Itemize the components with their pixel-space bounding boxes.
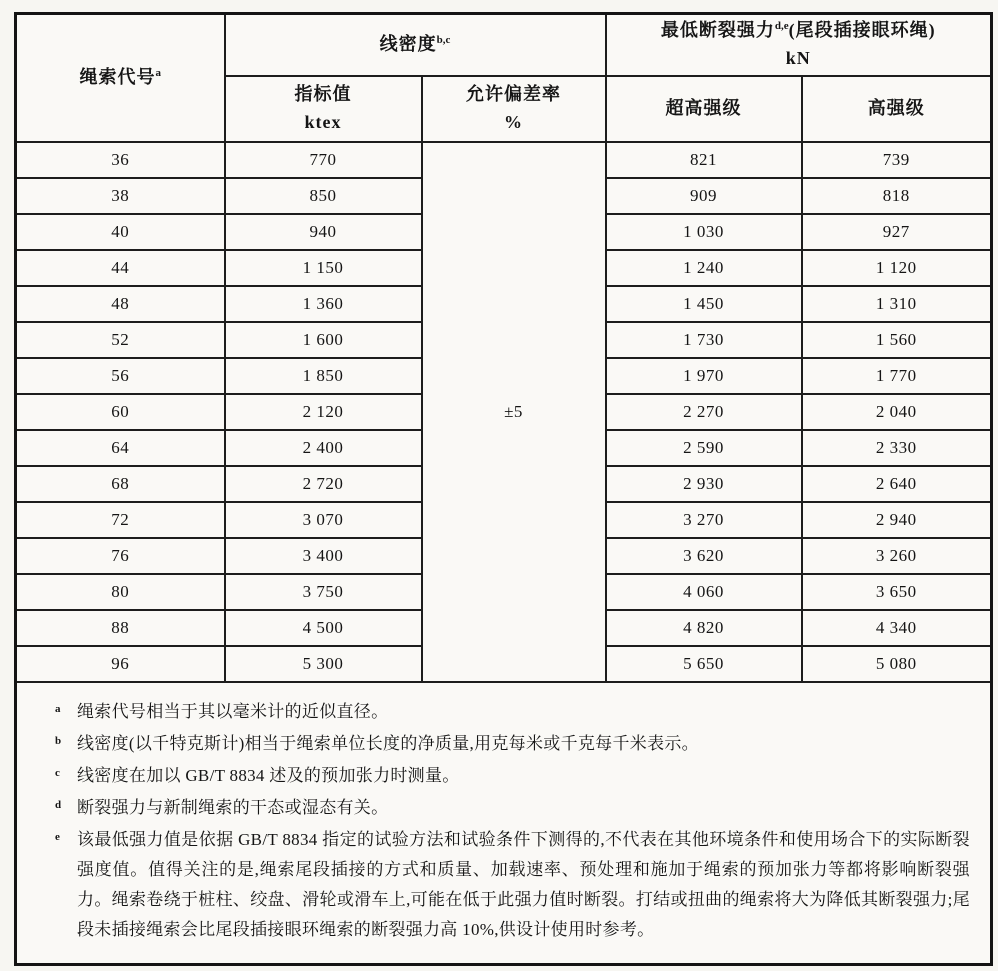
high-grade-cell: 3 650	[802, 574, 992, 610]
rope-code-cell: 72	[16, 502, 225, 538]
linear-density-cell: 2 400	[225, 430, 422, 466]
linear-density-cell: 5 300	[225, 646, 422, 682]
footnote-marker: c	[55, 766, 61, 779]
high-grade-cell: 927	[802, 214, 992, 250]
ultra-high-grade-cell: 909	[606, 178, 802, 214]
footnote-text: 线密度在加以 GB/T 8834 述及的预加张力时测量。	[77, 765, 460, 785]
header-rope-code-label: 绳索代号	[79, 66, 156, 87]
table-body	[16, 142, 992, 682]
ultra-high-grade-cell: 821	[606, 142, 802, 178]
high-grade-cell: 1 560	[802, 322, 992, 358]
ultra-high-grade-cell: 1 030	[606, 214, 802, 250]
rope-spec-table	[14, 12, 993, 966]
header-indicator-unit: ktex	[304, 111, 342, 132]
rope-code-cell: 76	[16, 538, 225, 574]
linear-density-cell: 1 150	[225, 250, 422, 286]
ultra-high-grade-cell: 4 820	[606, 610, 802, 646]
rope-code-cell: 52	[16, 322, 225, 358]
linear-density-cell: 3 750	[225, 574, 422, 610]
ultra-high-grade-cell: 5 650	[606, 646, 802, 682]
footnote	[55, 697, 970, 727]
rope-code-cell: 56	[16, 358, 225, 394]
rope-code-cell: 48	[16, 286, 225, 322]
rope-code-cell: 40	[16, 214, 225, 250]
linear-density-cell: 2 120	[225, 394, 422, 430]
high-grade-cell: 3 260	[802, 538, 992, 574]
footnote-ref-a: a	[155, 66, 161, 79]
linear-density-cell: 850	[225, 178, 422, 214]
footnote-marker: a	[55, 702, 61, 715]
ultra-high-grade-cell: 2 270	[606, 394, 802, 430]
footnote	[55, 793, 970, 823]
header-breaking-strength-label: 最低断裂强力	[660, 19, 775, 40]
header-ultra-high-grade: 超高强级	[606, 76, 802, 142]
high-grade-cell: 1 310	[802, 286, 992, 322]
linear-density-cell: 770	[225, 142, 422, 178]
rope-code-cell: 68	[16, 466, 225, 502]
linear-density-cell: 3 070	[225, 502, 422, 538]
header-deviation-label: 允许偏差率	[466, 83, 561, 104]
header-indicator-value-label: 指标值	[294, 83, 352, 104]
footnotes-list	[17, 683, 990, 963]
rope-code-cell: 44	[16, 250, 225, 286]
high-grade-cell: 5 080	[802, 646, 992, 682]
header-breaking-strength-unit: kN	[785, 47, 811, 68]
footnote-marker: d	[55, 798, 62, 811]
footnote-ref-de: d,e	[774, 19, 789, 32]
rope-code-cell: 36	[16, 142, 225, 178]
ultra-high-grade-cell: 3 620	[606, 538, 802, 574]
ultra-high-grade-cell: 2 590	[606, 430, 802, 466]
rope-code-cell: 64	[16, 430, 225, 466]
high-grade-cell: 1 120	[802, 250, 992, 286]
linear-density-cell: 940	[225, 214, 422, 250]
rope-code-cell: 80	[16, 574, 225, 610]
footnote-text: 线密度(以千特克斯计)相当于绳索单位长度的净质量,用克每米或千克每千米表示。	[77, 733, 699, 753]
high-grade-cell: 818	[802, 178, 992, 214]
header-high-grade: 高强级	[802, 76, 992, 142]
rope-code-cell: 96	[16, 646, 225, 682]
ultra-high-grade-cell: 1 970	[606, 358, 802, 394]
footnote	[55, 825, 970, 945]
header-linear-density-label: 线密度	[379, 33, 437, 54]
footnote-text: 该最低强力值是依据 GB/T 8834 指定的试验方法和试验条件下测得的,不代表在其他环境条件和使用场合下的实际断裂强度值。值得关注的是,绳索尾段插接的方式和质量、加载速率、预处理和施加于绳索的预加张力等都将影响断裂强力。绳索卷绕于桩柱、绞盘、滑轮或滑车上,可能在低于此强力值时断裂。打结或扭曲的绳索将大为降低其断裂强力;尾段未插接绳索会比尾段插接眼环绳索的断裂强力高 10%,供设计使用时参考。	[77, 829, 970, 939]
linear-density-cell: 4 500	[225, 610, 422, 646]
linear-density-cell: 1 600	[225, 322, 422, 358]
header-linear-density	[225, 14, 606, 76]
linear-density-cell: 2 720	[225, 466, 422, 502]
rope-code-cell: 38	[16, 178, 225, 214]
footnote-text: 绳索代号相当于其以毫米计的近似直径。	[77, 701, 389, 721]
rope-code-cell: 88	[16, 610, 225, 646]
footnotes-cell	[16, 682, 992, 965]
ultra-high-grade-cell: 2 930	[606, 466, 802, 502]
high-grade-cell: 2 330	[802, 430, 992, 466]
header-breaking-strength-paren: (尾段插接眼环绳)	[788, 19, 936, 40]
high-grade-cell: 1 770	[802, 358, 992, 394]
high-grade-cell: 2 940	[802, 502, 992, 538]
ultra-high-grade-cell: 1 240	[606, 250, 802, 286]
footnote	[55, 761, 970, 791]
deviation-span-cell: ±5	[422, 142, 606, 682]
table-header	[16, 14, 992, 142]
table-row	[16, 142, 992, 178]
header-deviation-unit: %	[504, 111, 523, 132]
footnote-ref-bc: b,c	[436, 33, 451, 46]
linear-density-cell: 1 850	[225, 358, 422, 394]
header-rope-code	[16, 14, 225, 142]
footnote-text: 断裂强力与新制绳索的干态或湿态有关。	[77, 797, 389, 817]
footnote-marker: b	[55, 734, 62, 747]
linear-density-cell: 3 400	[225, 538, 422, 574]
footnote	[55, 729, 970, 759]
high-grade-cell: 2 640	[802, 466, 992, 502]
footnote-marker: e	[55, 830, 61, 843]
high-grade-cell: 2 040	[802, 394, 992, 430]
rope-code-cell: 60	[16, 394, 225, 430]
ultra-high-grade-cell: 1 730	[606, 322, 802, 358]
high-grade-cell: 739	[802, 142, 992, 178]
header-breaking-strength	[606, 14, 992, 76]
header-deviation	[422, 76, 606, 142]
ultra-high-grade-cell: 1 450	[606, 286, 802, 322]
header-indicator-value	[225, 76, 422, 142]
table-footnotes	[16, 682, 992, 965]
linear-density-cell: 1 360	[225, 286, 422, 322]
ultra-high-grade-cell: 3 270	[606, 502, 802, 538]
high-grade-cell: 4 340	[802, 610, 992, 646]
ultra-high-grade-cell: 4 060	[606, 574, 802, 610]
